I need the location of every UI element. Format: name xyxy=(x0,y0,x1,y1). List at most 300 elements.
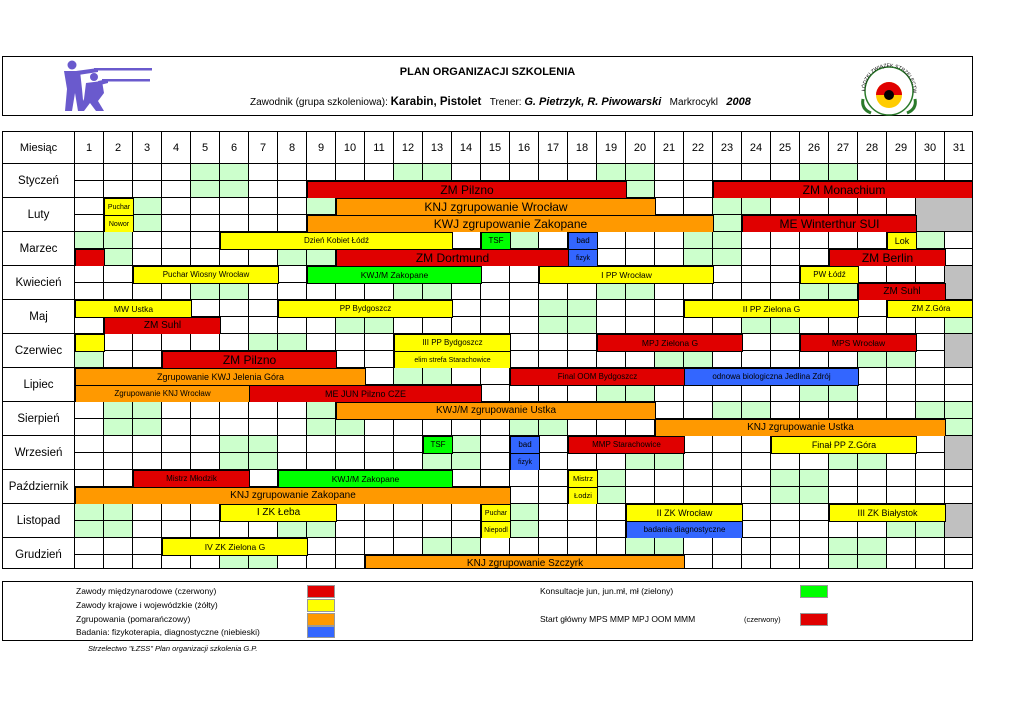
event-bar[interactable]: badania diagnostyczne xyxy=(626,521,743,539)
day-cell[interactable] xyxy=(278,266,307,283)
event-bar[interactable]: Final OOM Bydgoszcz xyxy=(510,368,685,386)
day-cell[interactable] xyxy=(191,402,220,419)
day-cell[interactable] xyxy=(510,164,539,181)
day-cell[interactable] xyxy=(133,504,162,521)
day-cell[interactable] xyxy=(742,266,771,283)
day-cell[interactable] xyxy=(133,215,162,232)
day-cell[interactable] xyxy=(133,436,162,453)
day-cell[interactable] xyxy=(829,164,858,181)
day-cell[interactable] xyxy=(655,402,684,419)
day-cell[interactable] xyxy=(510,470,539,487)
day-cell[interactable] xyxy=(191,215,220,232)
day-cell[interactable] xyxy=(75,436,104,453)
day-cell[interactable] xyxy=(568,385,597,402)
day-cell[interactable] xyxy=(220,402,249,419)
day-cell[interactable] xyxy=(75,351,104,368)
day-cell[interactable] xyxy=(771,249,800,266)
day-cell[interactable] xyxy=(858,470,887,487)
day-cell[interactable] xyxy=(133,351,162,368)
day-cell[interactable] xyxy=(568,419,597,436)
day-cell[interactable] xyxy=(336,334,365,351)
day-cell[interactable] xyxy=(191,283,220,300)
day-cell[interactable] xyxy=(423,453,452,470)
day-cell[interactable] xyxy=(278,521,307,538)
day-cell[interactable] xyxy=(916,198,945,215)
day-cell[interactable] xyxy=(858,317,887,334)
day-cell[interactable] xyxy=(945,266,973,283)
day-cell[interactable] xyxy=(916,487,945,504)
day-cell[interactable] xyxy=(800,555,829,569)
day-cell[interactable] xyxy=(858,453,887,470)
day-cell[interactable] xyxy=(655,164,684,181)
day-cell[interactable] xyxy=(191,232,220,249)
day-cell[interactable] xyxy=(75,470,104,487)
day-cell[interactable] xyxy=(104,470,133,487)
day-cell[interactable] xyxy=(104,538,133,555)
day-cell[interactable] xyxy=(481,164,510,181)
day-cell[interactable] xyxy=(887,453,916,470)
day-cell[interactable] xyxy=(597,470,626,487)
day-cell[interactable] xyxy=(191,198,220,215)
event-bar[interactable] xyxy=(75,334,105,352)
day-cell[interactable] xyxy=(858,385,887,402)
day-cell[interactable] xyxy=(278,402,307,419)
day-cell[interactable] xyxy=(510,300,539,317)
event-bar[interactable]: PW Łódź xyxy=(800,266,859,284)
day-cell[interactable] xyxy=(191,164,220,181)
day-cell[interactable] xyxy=(307,164,336,181)
day-cell[interactable] xyxy=(916,232,945,249)
day-cell[interactable] xyxy=(829,198,858,215)
day-cell[interactable] xyxy=(191,453,220,470)
day-cell[interactable] xyxy=(655,487,684,504)
day-cell[interactable] xyxy=(742,164,771,181)
day-cell[interactable] xyxy=(162,436,191,453)
day-cell[interactable] xyxy=(626,317,655,334)
event-bar[interactable]: elim strefa Starachowice xyxy=(394,351,511,369)
day-cell[interactable] xyxy=(684,181,713,198)
day-cell[interactable] xyxy=(75,164,104,181)
day-cell[interactable] xyxy=(800,402,829,419)
day-cell[interactable] xyxy=(916,521,945,538)
day-cell[interactable] xyxy=(539,351,568,368)
day-cell[interactable] xyxy=(104,181,133,198)
day-cell[interactable] xyxy=(75,538,104,555)
day-cell[interactable] xyxy=(945,436,973,453)
day-cell[interactable] xyxy=(104,232,133,249)
event-bar[interactable]: Finał PP Z.Góra xyxy=(771,436,917,454)
day-cell[interactable] xyxy=(626,453,655,470)
day-cell[interactable] xyxy=(133,283,162,300)
event-bar[interactable]: Mistrz xyxy=(568,470,598,488)
day-cell[interactable] xyxy=(945,521,973,538)
day-cell[interactable] xyxy=(916,317,945,334)
day-cell[interactable] xyxy=(684,164,713,181)
day-cell[interactable] xyxy=(452,504,481,521)
day-cell[interactable] xyxy=(568,334,597,351)
day-cell[interactable] xyxy=(481,266,510,283)
day-cell[interactable] xyxy=(307,334,336,351)
day-cell[interactable] xyxy=(887,470,916,487)
day-cell[interactable] xyxy=(249,334,278,351)
day-cell[interactable] xyxy=(655,385,684,402)
day-cell[interactable] xyxy=(771,453,800,470)
day-cell[interactable] xyxy=(307,419,336,436)
day-cell[interactable] xyxy=(365,504,394,521)
event-bar[interactable]: KNJ zgrupowanie Szczyrk xyxy=(365,555,685,569)
day-cell[interactable] xyxy=(800,470,829,487)
day-cell[interactable] xyxy=(452,232,481,249)
event-bar[interactable]: fizyk xyxy=(568,249,598,267)
day-cell[interactable] xyxy=(249,300,278,317)
day-cell[interactable] xyxy=(278,198,307,215)
day-cell[interactable] xyxy=(684,453,713,470)
day-cell[interactable] xyxy=(858,266,887,283)
day-cell[interactable] xyxy=(75,419,104,436)
day-cell[interactable] xyxy=(771,538,800,555)
day-cell[interactable] xyxy=(684,232,713,249)
day-cell[interactable] xyxy=(336,436,365,453)
day-cell[interactable] xyxy=(104,266,133,283)
day-cell[interactable] xyxy=(75,555,104,569)
day-cell[interactable] xyxy=(423,283,452,300)
day-cell[interactable] xyxy=(771,351,800,368)
day-cell[interactable] xyxy=(684,283,713,300)
day-cell[interactable] xyxy=(249,419,278,436)
day-cell[interactable] xyxy=(539,538,568,555)
day-cell[interactable] xyxy=(597,164,626,181)
event-bar[interactable]: ZM Berlin xyxy=(829,249,946,267)
day-cell[interactable] xyxy=(829,487,858,504)
day-cell[interactable] xyxy=(452,470,481,487)
day-cell[interactable] xyxy=(539,385,568,402)
day-cell[interactable] xyxy=(800,249,829,266)
day-cell[interactable] xyxy=(684,385,713,402)
day-cell[interactable] xyxy=(800,504,829,521)
day-cell[interactable] xyxy=(945,385,973,402)
day-cell[interactable] xyxy=(133,538,162,555)
day-cell[interactable] xyxy=(684,402,713,419)
day-cell[interactable] xyxy=(104,249,133,266)
day-cell[interactable] xyxy=(220,453,249,470)
day-cell[interactable] xyxy=(510,487,539,504)
day-cell[interactable] xyxy=(510,521,539,538)
day-cell[interactable] xyxy=(829,283,858,300)
day-cell[interactable] xyxy=(510,266,539,283)
day-cell[interactable] xyxy=(452,521,481,538)
day-cell[interactable] xyxy=(597,487,626,504)
day-cell[interactable] xyxy=(539,317,568,334)
day-cell[interactable] xyxy=(597,351,626,368)
day-cell[interactable] xyxy=(336,555,365,569)
day-cell[interactable] xyxy=(568,521,597,538)
day-cell[interactable] xyxy=(162,164,191,181)
day-cell[interactable] xyxy=(916,470,945,487)
day-cell[interactable] xyxy=(829,521,858,538)
day-cell[interactable] xyxy=(249,521,278,538)
day-cell[interactable] xyxy=(858,487,887,504)
day-cell[interactable] xyxy=(945,249,973,266)
day-cell[interactable] xyxy=(742,198,771,215)
day-cell[interactable] xyxy=(945,351,973,368)
day-cell[interactable] xyxy=(278,555,307,569)
day-cell[interactable] xyxy=(75,215,104,232)
day-cell[interactable] xyxy=(945,368,973,385)
day-cell[interactable] xyxy=(104,436,133,453)
day-cell[interactable] xyxy=(75,283,104,300)
day-cell[interactable] xyxy=(510,385,539,402)
day-cell[interactable] xyxy=(481,419,510,436)
day-cell[interactable] xyxy=(945,402,973,419)
day-cell[interactable] xyxy=(104,504,133,521)
day-cell[interactable] xyxy=(104,334,133,351)
day-cell[interactable] xyxy=(278,283,307,300)
day-cell[interactable] xyxy=(655,470,684,487)
day-cell[interactable] xyxy=(75,504,104,521)
day-cell[interactable] xyxy=(742,385,771,402)
event-bar[interactable]: Puchar xyxy=(481,504,511,522)
day-cell[interactable] xyxy=(800,385,829,402)
day-cell[interactable] xyxy=(916,385,945,402)
day-cell[interactable] xyxy=(365,538,394,555)
day-cell[interactable] xyxy=(916,368,945,385)
day-cell[interactable] xyxy=(887,266,916,283)
day-cell[interactable] xyxy=(133,181,162,198)
day-cell[interactable] xyxy=(626,283,655,300)
day-cell[interactable] xyxy=(423,368,452,385)
day-cell[interactable] xyxy=(626,249,655,266)
day-cell[interactable] xyxy=(162,521,191,538)
day-cell[interactable] xyxy=(249,249,278,266)
day-cell[interactable] xyxy=(713,215,742,232)
day-cell[interactable] xyxy=(481,368,510,385)
day-cell[interactable] xyxy=(597,538,626,555)
day-cell[interactable] xyxy=(742,232,771,249)
day-cell[interactable] xyxy=(713,249,742,266)
day-cell[interactable] xyxy=(684,470,713,487)
day-cell[interactable] xyxy=(452,300,481,317)
day-cell[interactable] xyxy=(278,164,307,181)
day-cell[interactable] xyxy=(568,283,597,300)
day-cell[interactable] xyxy=(742,453,771,470)
day-cell[interactable] xyxy=(191,436,220,453)
day-cell[interactable] xyxy=(713,402,742,419)
day-cell[interactable] xyxy=(568,317,597,334)
day-cell[interactable] xyxy=(104,164,133,181)
day-cell[interactable] xyxy=(655,453,684,470)
day-cell[interactable] xyxy=(742,436,771,453)
day-cell[interactable] xyxy=(75,402,104,419)
day-cell[interactable] xyxy=(191,249,220,266)
day-cell[interactable] xyxy=(249,555,278,569)
day-cell[interactable] xyxy=(104,419,133,436)
day-cell[interactable] xyxy=(858,164,887,181)
day-cell[interactable] xyxy=(365,334,394,351)
day-cell[interactable] xyxy=(568,538,597,555)
day-cell[interactable] xyxy=(423,164,452,181)
day-cell[interactable] xyxy=(423,538,452,555)
day-cell[interactable] xyxy=(916,555,945,569)
day-cell[interactable] xyxy=(742,317,771,334)
day-cell[interactable] xyxy=(162,283,191,300)
day-cell[interactable] xyxy=(278,419,307,436)
day-cell[interactable] xyxy=(713,283,742,300)
event-bar[interactable]: Zgrupowanie KWJ Jelenia Góra xyxy=(75,368,366,386)
day-cell[interactable] xyxy=(858,232,887,249)
day-cell[interactable] xyxy=(945,504,973,521)
day-cell[interactable] xyxy=(945,419,973,436)
day-cell[interactable] xyxy=(684,538,713,555)
day-cell[interactable] xyxy=(597,453,626,470)
day-cell[interactable] xyxy=(568,300,597,317)
event-bar[interactable]: odnowa biologiczna Jedlina Zdrój xyxy=(684,368,859,386)
day-cell[interactable] xyxy=(945,215,973,232)
day-cell[interactable] xyxy=(162,198,191,215)
day-cell[interactable] xyxy=(800,487,829,504)
day-cell[interactable] xyxy=(568,504,597,521)
day-cell[interactable] xyxy=(307,521,336,538)
day-cell[interactable] xyxy=(104,351,133,368)
day-cell[interactable] xyxy=(858,368,887,385)
day-cell[interactable] xyxy=(887,521,916,538)
day-cell[interactable] xyxy=(742,402,771,419)
event-bar[interactable]: KWJ/M Zakopane xyxy=(278,470,453,488)
day-cell[interactable] xyxy=(510,232,539,249)
day-cell[interactable] xyxy=(597,504,626,521)
day-cell[interactable] xyxy=(655,538,684,555)
day-cell[interactable] xyxy=(887,487,916,504)
day-cell[interactable] xyxy=(771,402,800,419)
day-cell[interactable] xyxy=(365,453,394,470)
event-bar[interactable]: III ZK Białystok xyxy=(829,504,946,522)
day-cell[interactable] xyxy=(916,266,945,283)
day-cell[interactable] xyxy=(191,555,220,569)
day-cell[interactable] xyxy=(771,385,800,402)
day-cell[interactable] xyxy=(394,164,423,181)
day-cell[interactable] xyxy=(713,232,742,249)
day-cell[interactable] xyxy=(655,300,684,317)
day-cell[interactable] xyxy=(800,538,829,555)
event-bar[interactable]: Lok xyxy=(887,232,917,250)
day-cell[interactable] xyxy=(191,300,220,317)
day-cell[interactable] xyxy=(713,453,742,470)
day-cell[interactable] xyxy=(220,300,249,317)
day-cell[interactable] xyxy=(133,419,162,436)
day-cell[interactable] xyxy=(452,453,481,470)
day-cell[interactable] xyxy=(278,453,307,470)
event-bar[interactable]: Łodzi xyxy=(568,487,598,505)
day-cell[interactable] xyxy=(539,504,568,521)
day-cell[interactable] xyxy=(423,504,452,521)
day-cell[interactable] xyxy=(75,181,104,198)
day-cell[interactable] xyxy=(249,453,278,470)
day-cell[interactable] xyxy=(945,283,973,300)
day-cell[interactable] xyxy=(220,334,249,351)
day-cell[interactable] xyxy=(713,385,742,402)
day-cell[interactable] xyxy=(191,504,220,521)
day-cell[interactable] xyxy=(133,453,162,470)
day-cell[interactable] xyxy=(655,283,684,300)
day-cell[interactable] xyxy=(887,368,916,385)
day-cell[interactable] xyxy=(481,385,510,402)
day-cell[interactable] xyxy=(220,164,249,181)
day-cell[interactable] xyxy=(597,385,626,402)
day-cell[interactable] xyxy=(858,402,887,419)
event-bar[interactable]: MW Ustka xyxy=(75,300,192,318)
day-cell[interactable] xyxy=(394,419,423,436)
day-cell[interactable] xyxy=(220,521,249,538)
day-cell[interactable] xyxy=(829,351,858,368)
day-cell[interactable] xyxy=(945,334,973,351)
day-cell[interactable] xyxy=(307,402,336,419)
day-cell[interactable] xyxy=(829,453,858,470)
day-cell[interactable] xyxy=(423,521,452,538)
event-bar[interactable]: Nowor xyxy=(104,215,134,233)
day-cell[interactable] xyxy=(162,215,191,232)
day-cell[interactable] xyxy=(452,368,481,385)
day-cell[interactable] xyxy=(220,283,249,300)
day-cell[interactable] xyxy=(713,555,742,569)
day-cell[interactable] xyxy=(800,317,829,334)
day-cell[interactable] xyxy=(452,436,481,453)
day-cell[interactable] xyxy=(104,555,133,569)
day-cell[interactable] xyxy=(713,487,742,504)
day-cell[interactable] xyxy=(220,555,249,569)
day-cell[interactable] xyxy=(249,181,278,198)
day-cell[interactable] xyxy=(452,419,481,436)
day-cell[interactable] xyxy=(133,555,162,569)
day-cell[interactable] xyxy=(916,334,945,351)
day-cell[interactable] xyxy=(104,521,133,538)
day-cell[interactable] xyxy=(481,538,510,555)
day-cell[interactable] xyxy=(162,232,191,249)
day-cell[interactable] xyxy=(742,555,771,569)
event-bar[interactable]: I PP Wrocław xyxy=(539,266,714,284)
day-cell[interactable] xyxy=(858,555,887,569)
day-cell[interactable] xyxy=(539,470,568,487)
day-cell[interactable] xyxy=(626,181,655,198)
day-cell[interactable] xyxy=(539,521,568,538)
day-cell[interactable] xyxy=(655,181,684,198)
day-cell[interactable] xyxy=(220,436,249,453)
day-cell[interactable] xyxy=(771,283,800,300)
day-cell[interactable] xyxy=(394,453,423,470)
day-cell[interactable] xyxy=(481,453,510,470)
day-cell[interactable] xyxy=(713,317,742,334)
event-bar[interactable]: ZM Z.Góra xyxy=(887,300,973,318)
day-cell[interactable] xyxy=(539,283,568,300)
event-bar[interactable]: ZM Pilzno xyxy=(307,181,627,199)
day-cell[interactable] xyxy=(133,249,162,266)
day-cell[interactable] xyxy=(481,436,510,453)
day-cell[interactable] xyxy=(597,419,626,436)
day-cell[interactable] xyxy=(713,351,742,368)
day-cell[interactable] xyxy=(800,453,829,470)
day-cell[interactable] xyxy=(162,402,191,419)
day-cell[interactable] xyxy=(336,453,365,470)
event-bar[interactable]: TSF xyxy=(423,436,453,454)
day-cell[interactable] xyxy=(162,555,191,569)
day-cell[interactable] xyxy=(945,470,973,487)
day-cell[interactable] xyxy=(916,402,945,419)
event-bar[interactable]: MMP Starachowice xyxy=(568,436,685,454)
day-cell[interactable] xyxy=(684,487,713,504)
event-bar[interactable]: ME JUN Pilzno CZE xyxy=(249,385,482,403)
day-cell[interactable] xyxy=(829,232,858,249)
day-cell[interactable] xyxy=(539,232,568,249)
day-cell[interactable] xyxy=(133,334,162,351)
day-cell[interactable] xyxy=(742,521,771,538)
